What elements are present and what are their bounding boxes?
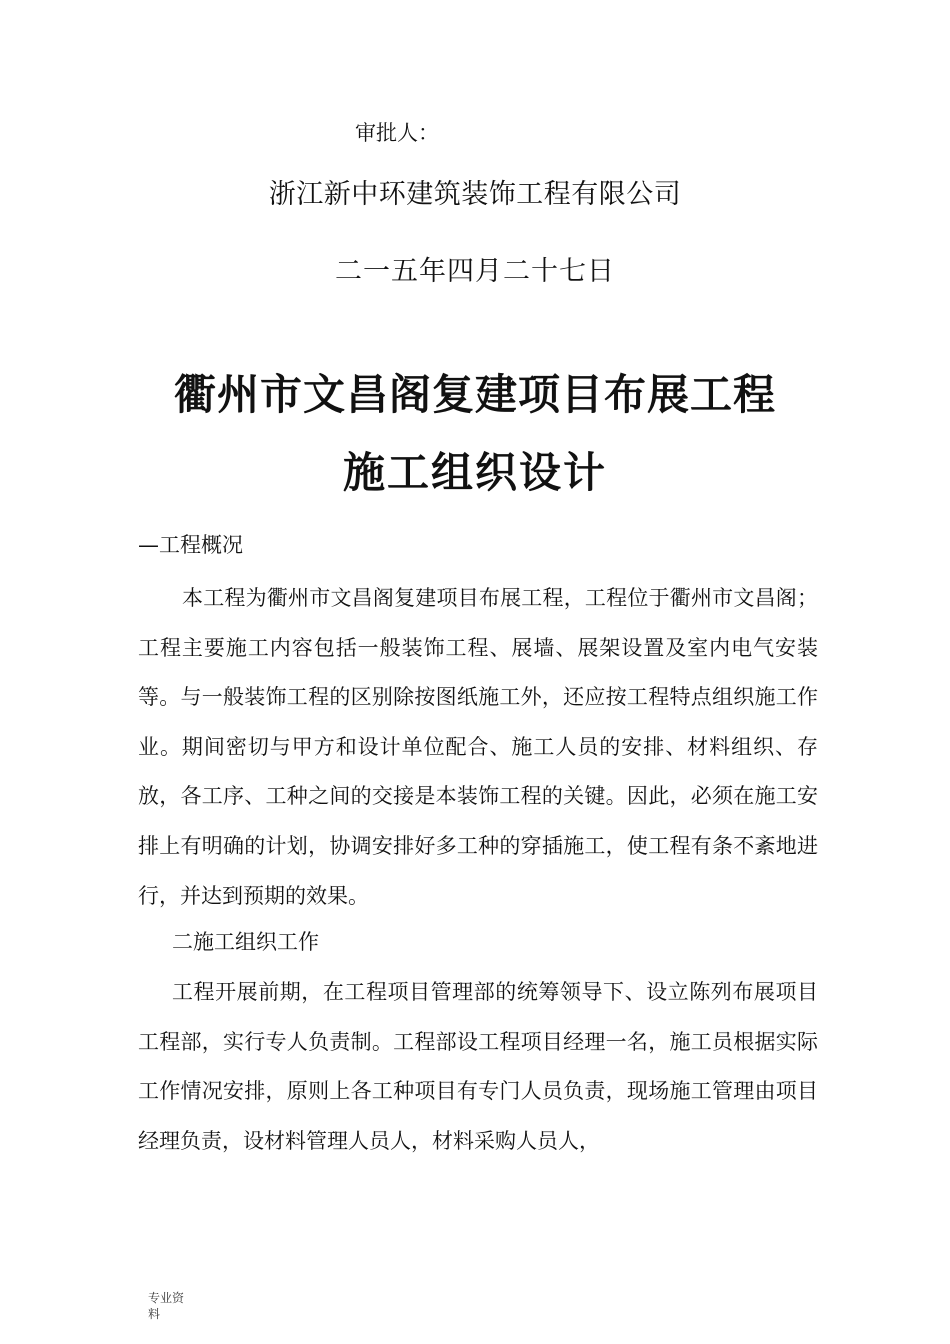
document-date: 二一五年四月二十七日 xyxy=(335,256,615,287)
section-heading-organization: 二施工组织工作 xyxy=(172,930,319,954)
page-footer: 专业资料 xyxy=(148,1291,185,1321)
approver-label: 审批人： xyxy=(355,121,439,145)
section-body-organization: 工程开展前期，在工程项目管理部的统筹领导下、设立陈列布展项目工程部，实行专人负责制。工程部设工程项目经理一名，施工员根据实际工作情况安排，原则上各工种项目有专门人员负责，现场施工管理由项目经理负责，设材料管理人员人，材料采购人员人， xyxy=(138,980,818,1153)
section-body-overview: 本工程为衢州市文昌阁复建项目布展工程，工程位于衢州市文昌阁；工程主要施工内容包括一般装饰工程、展墙、展架设置及室内电气安装等。与一般装饰工程的区别除按图纸施工外，还应按工程特点组织施工作业。期间密切与甲方和设计单位配合、施工人员的安排、材料组织、存放，各工序、工种之间的交接是本装饰工程的关键。因此，必须在施工安排上有明确的计划，协调安排好多工种的穿插施工，使工程有条不紊地进行，并达到预期的效果。 xyxy=(138,586,818,908)
company-name: 浙江新中环建筑装饰工程有限公司 xyxy=(268,179,682,210)
document-title: 衢州市文昌阁复建项目布展工程 xyxy=(173,370,776,419)
document-subtitle: 施工组织设计 xyxy=(342,448,607,497)
section-heading-overview: —工程概况 xyxy=(138,533,243,557)
